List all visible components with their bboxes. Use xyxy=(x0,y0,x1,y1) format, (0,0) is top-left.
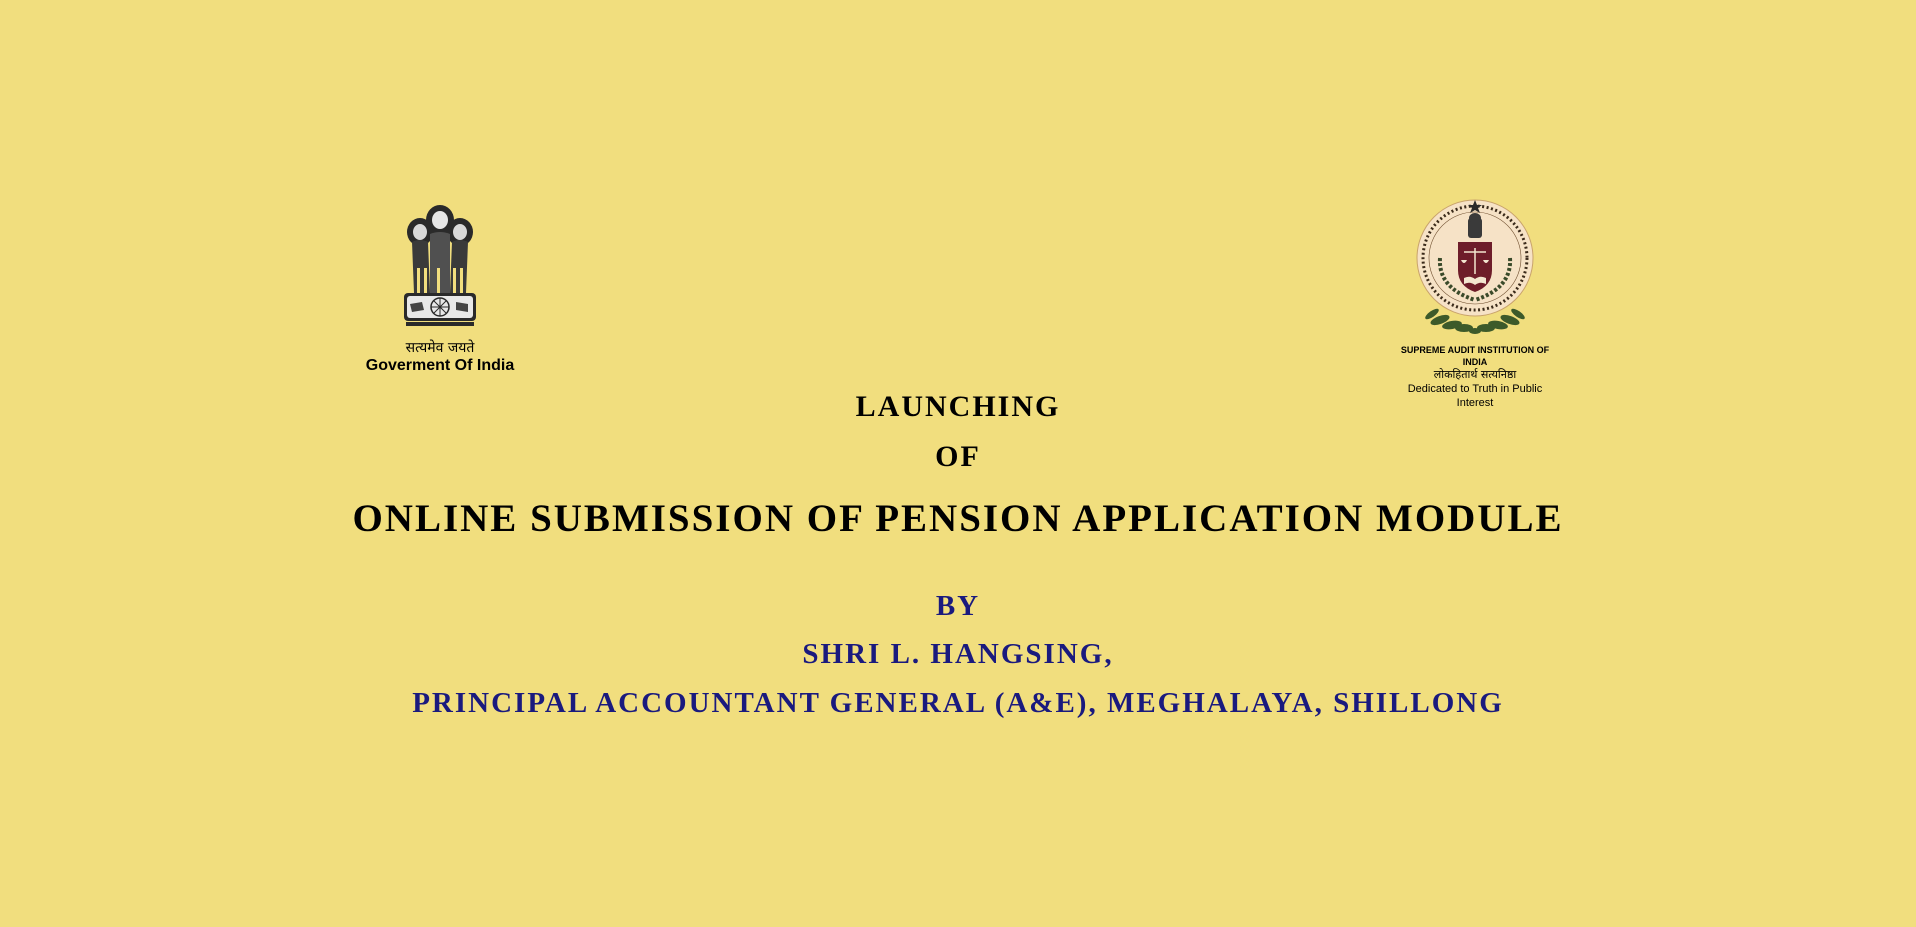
government-caption: Goverment Of India xyxy=(365,357,515,374)
launcher-name: SHRI L. HANGSING, xyxy=(802,638,1114,670)
cag-line-dedicated: Dedicated to Truth in Public Interest xyxy=(1407,383,1543,409)
national-emblem-icon xyxy=(390,198,490,338)
emblem-motto: सत्यमेव जयते xyxy=(405,340,475,356)
by-label: BY xyxy=(935,590,981,622)
launcher-office: PRINCIPAL ACCOUNTANT GENERAL (A&E), MEGHALAYA, SHILLONG xyxy=(412,687,1504,719)
page-title: ONLINE SUBMISSION OF PENSION APPLICATION MODULE xyxy=(352,497,1564,540)
cag-line-supreme-audit: SUPREME AUDIT INSTITUTION OF INDIA xyxy=(1400,345,1550,367)
launching-heading: LAUNCHING xyxy=(855,390,1061,423)
cag-line-hindi-motto: लोकहितार्थ सत्यनिष्ठा xyxy=(1433,368,1517,381)
of-heading: OF xyxy=(935,440,981,473)
cag-seal-icon xyxy=(1410,198,1540,342)
cag-logo xyxy=(1398,198,1552,410)
government-of-india-logo xyxy=(355,198,525,376)
